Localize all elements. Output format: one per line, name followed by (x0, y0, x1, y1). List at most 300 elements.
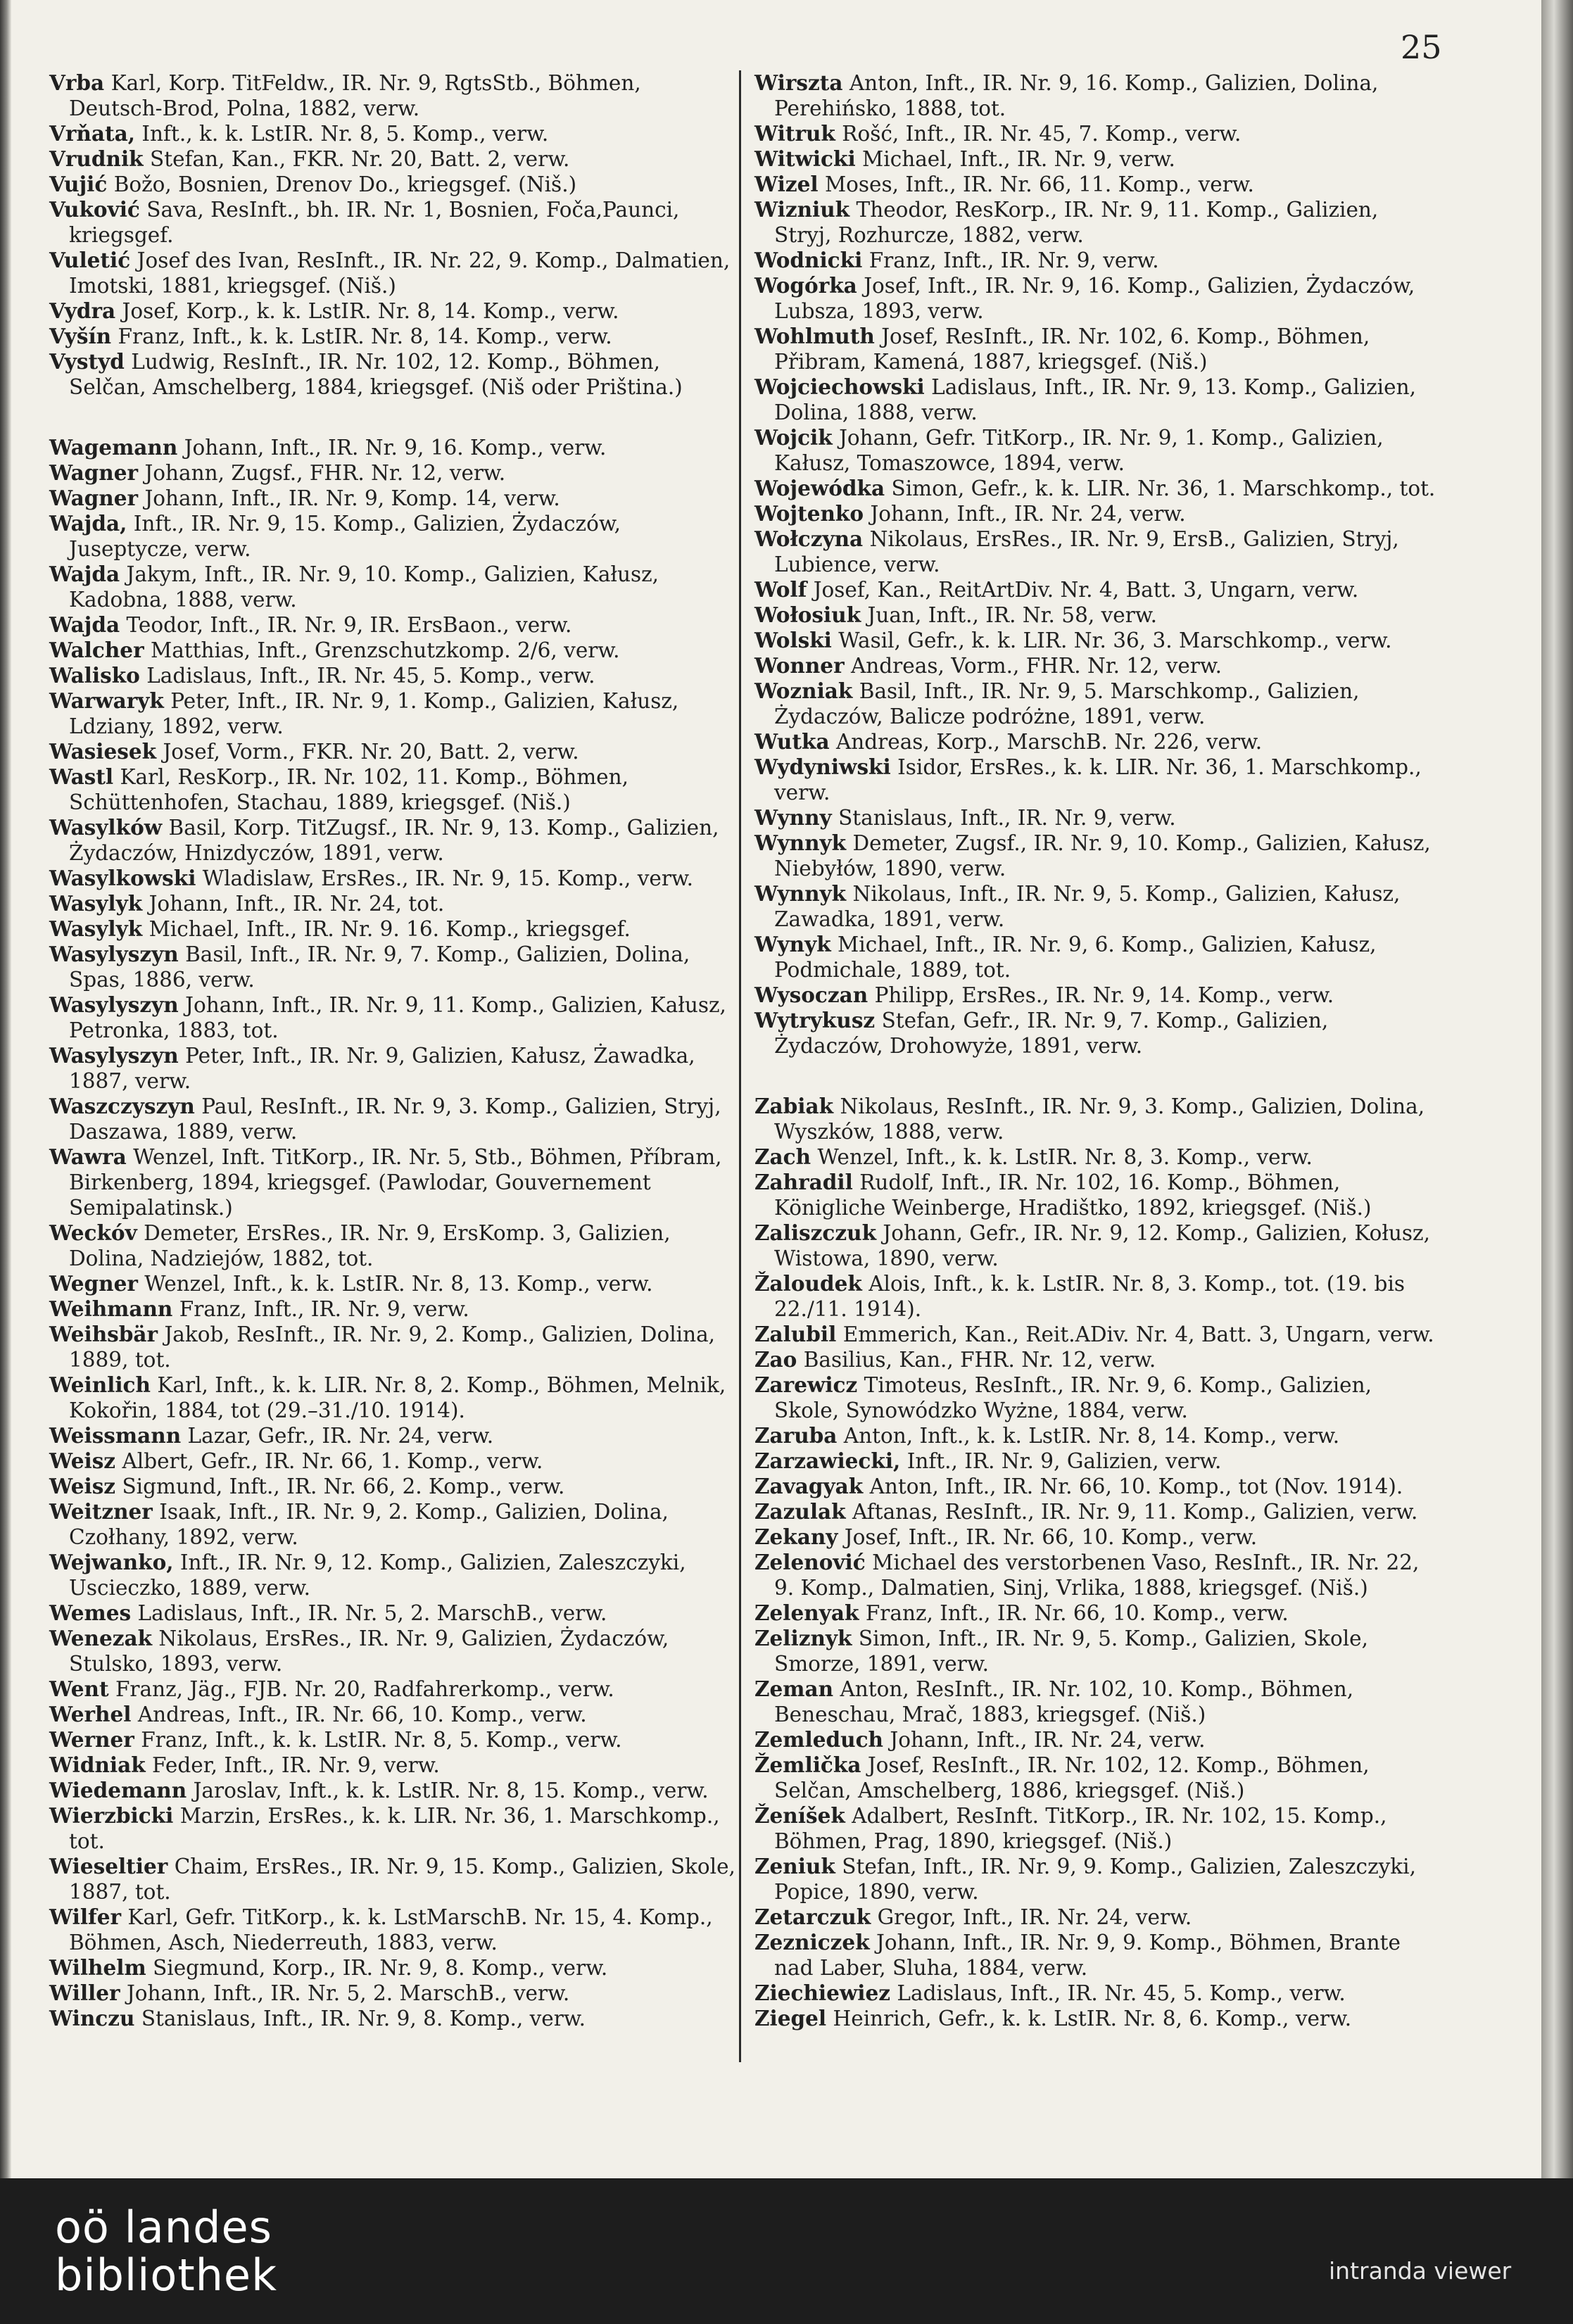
list-entry (49, 739, 735, 764)
entry-surname: Zekany (754, 1524, 838, 1549)
entry-surname: Wolski (754, 628, 832, 652)
entry-surname: Ziechiewiez (754, 1981, 891, 2005)
list-entry (49, 197, 735, 248)
list-entry (754, 1930, 1441, 1981)
list-entry (754, 881, 1441, 932)
entry-details: Johann, Inft., IR. Nr. 24, verw. (870, 502, 1186, 526)
entry-surname: Wozniak (754, 678, 853, 703)
entry-details: Johann, Inft., IR. Nr. 9, 16. Komp., verw. (184, 436, 607, 460)
entry-details: Lazar, Gefr., IR. Nr. 24, verw. (187, 1424, 494, 1448)
entry-details: Jakob, ResInft., IR. Nr. 9, 2. Komp., Galizien, Dolina, 1889, tot. (69, 1322, 716, 1372)
list-entry (49, 1423, 735, 1448)
list-entry (754, 1854, 1441, 1905)
entry-details: Feder, Inft., IR. Nr. 9, verw. (152, 1753, 440, 1777)
entry-surname: Wizniuk (754, 197, 850, 222)
entry-surname: Wastl (49, 764, 114, 789)
entry-details: Karl, ResKorp., IR. Nr. 102, 11. Komp., Böhmen, Schüttenhofen, Stachau, 1889, kriegsgef. (Niš.) (69, 765, 629, 814)
entry-details: Josef, ResInft., IR. Nr. 102, 6. Komp., Böhmen, Přibram, Kamená, 1887, kriegsgef. (Niš.) (774, 324, 1370, 374)
entry-details: Marzin, ErsRes., k. k. LIR. Nr. 36, 1. Marschkomp., tot. (69, 1804, 720, 1853)
list-entry (754, 70, 1441, 121)
entry-details: Basil, Inft., IR. Nr. 9, 7. Komp., Galizien, Dolina, Spas, 1886, verw. (69, 942, 690, 992)
entry-surname: Zeliznyk (754, 1626, 852, 1650)
entry-details: Karl, Korp. TitFeldw., IR. Nr. 9, RgtsStb., Böhmen, Deutsch-Brod, Polna, 1882, verw. (69, 71, 641, 120)
entry-details: Josef des Ivan, ResInft., IR. Nr. 22, 9. Komp., Dalmatien, Imotski, 1881, kriegsgef. (Niš.) (69, 248, 731, 298)
entry-surname: Wojewódka (754, 476, 885, 500)
entry-details: Anton, Inft., IR. Nr. 66, 10. Komp., tot (Nov. 1914). (869, 1474, 1403, 1498)
entry-surname: Weinlich (49, 1372, 151, 1397)
list-entry (754, 628, 1441, 653)
entry-surname: Wieseltier (49, 1854, 168, 1878)
entry-surname: Wasylyszyn (49, 942, 179, 966)
list-entry (754, 1600, 1441, 1626)
entry-surname: Wogórka (754, 273, 857, 298)
entry-surname: Vujić (49, 172, 108, 196)
entry-details: Franz, Inft., IR. Nr. 9, verw. (179, 1297, 469, 1321)
entry-details: Emmerich, Kan., Reit.ADiv. Nr. 4, Batt. 3, Ungarn, verw. (842, 1322, 1434, 1346)
entry-surname: Vuletić (49, 248, 131, 272)
entry-details: Anton, Inft., k. k. LstIR. Nr. 8, 14. Komp., verw. (843, 1424, 1340, 1448)
entry-details: Ladislaus, Inft., IR. Nr. 45, 5. Komp., verw. (146, 664, 595, 688)
entry-surname: Zarewicz (754, 1372, 858, 1397)
list-entry (754, 1372, 1441, 1423)
entry-details: Franz, Inft., IR. Nr. 66, 10. Komp., verw. (865, 1601, 1289, 1625)
entry-details: Rošć, Inft., IR. Nr. 45, 7. Komp., verw. (842, 122, 1242, 146)
list-entry (754, 146, 1441, 172)
entry-details: Josef, Kan., ReitArtDiv. Nr. 4, Batt. 3, Ungarn, verw. (813, 578, 1359, 602)
entry-surname: Wynyk (754, 932, 831, 956)
list-entry (49, 70, 735, 121)
entry-surname: Wołczyna (754, 526, 864, 551)
entry-details: Demeter, Zugsf., IR. Nr. 9, 10. Komp., Galizien, Kałusz, Niebyłów, 1890, verw. (774, 831, 1431, 880)
entry-surname: Zeman (754, 1676, 834, 1701)
list-entry (754, 1803, 1441, 1854)
list-entry (49, 1474, 735, 1499)
list-entry (49, 1753, 735, 1778)
list-entry (49, 1803, 735, 1854)
entry-details: Peter, Inft., IR. Nr. 9, Galizien, Kałusz, Żawadka, 1887, verw. (69, 1044, 695, 1093)
list-entry (49, 942, 735, 992)
list-entry (754, 1271, 1441, 1322)
section-gap (49, 400, 735, 435)
entry-surname: Zao (754, 1347, 797, 1372)
entry-details: Johann, Inft., IR. Nr. 5, 2. MarschB., verw. (126, 1981, 570, 2005)
entry-details: Inft., IR. Nr. 9, 12. Komp., Galizien, Zaleszczyki, Uscieczko, 1889, verw. (69, 1551, 686, 1600)
list-entry (754, 754, 1441, 805)
list-entry (754, 1094, 1441, 1144)
entry-surname: Wasylyk (49, 916, 143, 941)
entry-details: Božo, Bosnien, Drenov Do., kriegsgef. (Niš.) (113, 172, 577, 196)
list-entry (754, 476, 1441, 501)
list-entry (754, 2006, 1441, 2031)
entry-surname: Winczu (49, 2006, 135, 2031)
entry-surname: Zarzawiecki, (754, 1448, 901, 1473)
entry-surname: Wynnyk (754, 831, 847, 855)
entry-surname: Wytrykusz (754, 1008, 876, 1032)
list-entry (49, 324, 735, 349)
entry-surname: Willer (49, 1981, 120, 2005)
page-number: 25 (1401, 28, 1442, 66)
entry-details: Ladislaus, Inft., IR. Nr. 9, 13. Komp., Galizien, Dolina, 1888, verw. (774, 375, 1416, 424)
entry-details: Michael des verstorbenen Vaso, ResInft., IR. Nr. 22, 9. Komp., Dalmatien, Sinj, Vrlika, 1888, kriegsgef. (Niš.) (774, 1551, 1420, 1600)
list-entry (754, 1423, 1441, 1448)
list-entry (49, 511, 735, 562)
entry-details: Inft., k. k. LstIR. Nr. 8, 5. Komp., verw. (141, 122, 549, 146)
entry-surname: Wodnicki (754, 248, 863, 272)
list-entry (49, 612, 735, 638)
entry-details: Rudolf, Inft., IR. Nr. 102, 16. Komp., Böhmen, Königliche Weinberge, Hradištko, 1892, kriegsgef. (Niš.) (774, 1170, 1372, 1220)
entry-surname: Walcher (49, 638, 144, 662)
section-gap (754, 1059, 1441, 1094)
entry-surname: Vyšín (49, 324, 112, 348)
list-entry (49, 2006, 735, 2031)
entry-surname: Wasylyszyn (49, 1043, 179, 1068)
list-entry (49, 1144, 735, 1220)
entry-details: Michael, Inft., IR. Nr. 9, 6. Komp., Galizien, Kałusz, Podmichale, 1889, tot. (774, 933, 1377, 982)
entry-details: Adalbert, ResInft. TitKorp., IR. Nr. 102, 15. Komp., Böhmen, Prag, 1890, kriegsgef. (Niš.) (774, 1804, 1387, 1853)
list-entry (49, 172, 735, 197)
entry-surname: Wasylyszyn (49, 992, 179, 1017)
entry-details: Andreas, Inft., IR. Nr. 66, 10. Komp., verw. (137, 1703, 587, 1726)
entry-details: Wladislaw, ErsRes., IR. Nr. 9, 15. Komp., verw. (202, 866, 694, 890)
entry-details: Philipp, ErsRes., IR. Nr. 9, 14. Komp., verw. (874, 983, 1334, 1007)
entry-surname: Wiedemann (49, 1778, 187, 1802)
list-entry (754, 602, 1441, 628)
list-entry (754, 1905, 1441, 1930)
entry-details: Franz, Inft., k. k. LstIR. Nr. 8, 14. Komp., verw. (118, 324, 612, 348)
entry-details: Siegmund, Korp., IR. Nr. 9, 8. Komp., verw. (153, 1956, 608, 1980)
library-logo-line1[interactable]: oö landes (55, 2202, 272, 2253)
list-entry (49, 1676, 735, 1702)
entry-details: Ladislaus, Inft., IR. Nr. 45, 5. Komp., verw. (897, 1981, 1346, 2005)
entry-surname: Wejwanko, (49, 1550, 174, 1574)
entry-surname: Zabiak (754, 1094, 834, 1118)
entry-details: Isaak, Inft., IR. Nr. 9, 2. Komp., Galizien, Dolina, Czołhany, 1892, verw. (69, 1500, 669, 1549)
entry-surname: Wydyniwski (754, 754, 891, 779)
entry-surname: Wawra (49, 1144, 127, 1169)
list-entry (49, 916, 735, 942)
list-entry (754, 1474, 1441, 1499)
list-entry (49, 1094, 735, 1144)
entry-surname: Vrudnik (49, 146, 144, 171)
entry-details: Simon, Inft., IR. Nr. 9, 5. Komp., Galizien, Skole, Smorze, 1891, verw. (774, 1627, 1368, 1676)
entry-surname: Wemes (49, 1600, 132, 1625)
entry-surname: Widniak (49, 1753, 146, 1777)
list-entry (49, 1626, 735, 1676)
list-entry (49, 1727, 735, 1753)
entry-details: Johann, Gefr. TitKorp., IR. Nr. 9, 1. Komp., Galizien, Kałusz, Tomaszowce, 1894, verw. (774, 426, 1384, 475)
entry-details: Timoteus, ResInft., IR. Nr. 9, 6. Komp., Galizien, Skole, Synowódzko Wyżne, 1884, verw. (774, 1373, 1372, 1422)
list-entry (49, 1854, 735, 1905)
entry-details: Matthias, Inft., Grenzschutzkomp. 2/6, verw. (151, 638, 620, 662)
left-column (49, 70, 735, 2031)
list-entry (49, 1981, 735, 2006)
list-entry (49, 460, 735, 486)
entry-surname: Wajda, (49, 511, 127, 536)
entry-details: Johann, Gefr., IR. Nr. 9, 12. Komp., Galizien, Kołusz, Wistowa, 1890, verw. (774, 1221, 1430, 1270)
entry-surname: Wolf (754, 577, 807, 602)
list-entry (49, 248, 735, 298)
list-entry (49, 663, 735, 688)
entry-details: Theodor, ResKorp., IR. Nr. 9, 11. Komp., Galizien, Stryj, Rozhurcze, 1882, verw. (774, 198, 1379, 247)
entry-details: Franz, Jäg., FJB. Nr. 20, Radfahrerkomp., verw. (115, 1677, 614, 1701)
entry-surname: Went (49, 1676, 109, 1701)
list-entry (49, 1905, 735, 1955)
entry-details: Stanislaus, Inft., IR. Nr. 9, 8. Komp., verw. (141, 2007, 586, 2031)
entry-details: Wasil, Gefr., k. k. LIR. Nr. 36, 3. Marschkomp., verw. (838, 629, 1392, 652)
entry-details: Franz, Inft., IR. Nr. 9, verw. (868, 248, 1159, 272)
entry-details: Peter, Inft., IR. Nr. 9, 1. Komp., Galizien, Kałusz, Ldziany, 1892, verw. (69, 689, 679, 738)
list-entry (754, 1753, 1441, 1803)
entry-surname: Zelenyak (754, 1600, 859, 1625)
list-entry (754, 1499, 1441, 1524)
list-entry (754, 729, 1441, 754)
entry-surname: Wizel (754, 172, 819, 196)
entry-details: Karl, Inft., k. k. LIR. Nr. 8, 2. Komp., Böhmen, Melnik, Kokořin, 1884, tot (29.–31./10. 1914). (69, 1373, 726, 1422)
list-entry (49, 435, 735, 460)
entry-surname: Wagner (49, 460, 139, 485)
entry-surname: Wonner (754, 653, 845, 678)
list-entry (754, 1727, 1441, 1753)
entry-details: Johann, Inft., IR. Nr. 24, tot. (149, 892, 445, 916)
list-entry (754, 1448, 1441, 1474)
entry-details: Basil, Inft., IR. Nr. 9, 5. Marschkomp., Galizien, Żydaczów, Balicze podróżne, 1891, verw. (774, 679, 1360, 728)
list-entry (754, 121, 1441, 146)
entry-surname: Ziegel (754, 2006, 827, 2031)
entry-details: Stefan, Kan., FKR. Nr. 20, Batt. 2, verw. (150, 147, 570, 171)
entry-details: Sigmund, Inft., IR. Nr. 66, 2. Komp., verw. (122, 1474, 565, 1498)
entry-surname: Zaliszczuk (754, 1220, 877, 1245)
list-entry (49, 1322, 735, 1372)
entry-surname: Zelenović (754, 1550, 866, 1574)
list-entry (754, 678, 1441, 729)
entry-surname: Wynny (754, 805, 832, 830)
entry-surname: Zach (754, 1144, 811, 1169)
entry-surname: Zetarczuk (754, 1905, 871, 1929)
entry-details: Inft., IR. Nr. 9, Galizien, verw. (906, 1449, 1222, 1473)
entry-details: Nikolaus, Inft., IR. Nr. 9, 5. Komp., Galizien, Kałusz, Zawadka, 1891, verw. (774, 882, 1401, 931)
list-entry (754, 1524, 1441, 1550)
list-entry (754, 374, 1441, 425)
entry-surname: Zahradil (754, 1170, 853, 1194)
list-entry (754, 501, 1441, 526)
list-entry (49, 1600, 735, 1626)
entry-details: Johann, Inft., IR. Nr. 9, 9. Komp., Böhmen, Brante nad Laber, Sluha, 1884, verw. (774, 1931, 1401, 1980)
entry-surname: Wajda (49, 612, 120, 637)
entry-details: Demeter, ErsRes., IR. Nr. 9, ErsKomp. 3, Galizien, Dolina, Nadziejów, 1882, tot. (69, 1221, 671, 1270)
entry-details: Ludwig, ResInft., IR. Nr. 102, 12. Komp., Böhmen, Selčan, Amschelberg, 1884, kriegsgef. (Niš oder Priština.) (69, 350, 683, 399)
entry-details: Inft., IR. Nr. 9, 15. Komp., Galizien, Żydaczów, Juseptycze, verw. (69, 512, 621, 561)
list-entry (49, 562, 735, 612)
entry-surname: Žaloudek (754, 1271, 862, 1296)
list-entry (49, 688, 735, 739)
entry-details: Teodor, Inft., IR. Nr. 9, IR. ErsBaon., verw. (126, 613, 572, 637)
entry-details: Isidor, ErsRes., k. k. LIR. Nr. 36, 1. Marschkomp., verw. (774, 755, 1422, 804)
entry-surname: Wagemann (49, 435, 178, 460)
entry-details: Josef, Vorm., FKR. Nr. 20, Batt. 2, verw. (163, 740, 579, 764)
entry-surname: Wegner (49, 1271, 138, 1296)
entry-surname: Weisz (49, 1474, 116, 1498)
entry-surname: Wirszta (754, 70, 843, 95)
list-entry (754, 1626, 1441, 1676)
entry-surname: Wierzbicki (49, 1803, 174, 1828)
entry-details: Wenzel, Inft., k. k. LstIR. Nr. 8, 3. Komp., verw. (817, 1145, 1313, 1169)
list-entry (49, 349, 735, 400)
entry-surname: Warwaryk (49, 688, 164, 713)
entry-surname: Weitzner (49, 1499, 153, 1524)
list-entry (49, 992, 735, 1043)
entry-details: Johann, Zugsf., FHR. Nr. 12, verw. (144, 461, 506, 485)
entry-surname: Wojtenko (754, 501, 864, 526)
list-entry (49, 486, 735, 511)
entry-surname: Wilfer (49, 1905, 122, 1929)
list-entry (49, 866, 735, 891)
entry-surname: Zemleduch (754, 1727, 883, 1752)
entry-details: Jakym, Inft., IR. Nr. 9, 10. Komp., Galizien, Kałusz, Kadobna, 1888, verw. (69, 562, 659, 612)
entry-details: Franz, Inft., k. k. LstIR. Nr. 8, 5. Komp., verw. (141, 1728, 622, 1752)
list-entry (754, 1144, 1441, 1170)
list-entry (754, 324, 1441, 374)
entry-surname: Weckóv (49, 1220, 137, 1245)
entry-details: Aftanas, ResInft., IR. Nr. 9, 11. Komp., Galizien, verw. (852, 1500, 1418, 1524)
library-logo-line2[interactable]: bibliothek (55, 2249, 277, 2301)
list-entry (754, 1347, 1441, 1372)
entry-details: Alois, Inft., k. k. LstIR. Nr. 8, 3. Komp., tot. (19. bis 22./11. 1914). (774, 1272, 1405, 1321)
list-entry (49, 1955, 735, 1981)
list-entry (754, 1220, 1441, 1271)
entry-surname: Weisz (49, 1448, 116, 1473)
entry-surname: Werhel (49, 1702, 132, 1726)
list-entry (754, 526, 1441, 577)
list-entry (754, 1322, 1441, 1347)
entry-surname: Witwicki (754, 146, 856, 171)
list-entry (754, 1550, 1441, 1600)
entry-surname: Weissmann (49, 1423, 182, 1448)
entry-surname: Wasiesek (49, 739, 157, 764)
entry-surname: Werner (49, 1727, 134, 1752)
list-entry (49, 298, 735, 324)
entry-details: Anton, ResInft., IR. Nr. 102, 10. Komp., Böhmen, Beneschau, Mrač, 1883, kriegsgef. (Niš.) (774, 1677, 1354, 1726)
entry-details: Stefan, Inft., IR. Nr. 9, 9. Komp., Galizien, Zaleszczyki, Popice, 1890, verw. (774, 1855, 1416, 1904)
entry-details: Stanislaus, Inft., IR. Nr. 9, verw. (838, 806, 1176, 830)
entry-details: Paul, ResInft., IR. Nr. 9, 3. Komp., Galizien, Stryj, Daszawa, 1889, verw. (69, 1094, 721, 1144)
entry-details: Wenzel, Inft. TitKorp., IR. Nr. 5, Stb., Böhmen, Příbram, Birkenberg, 1894, kriegsgef. (Pawlodar, Gouvernement Semipalatinsk.) (69, 1145, 722, 1220)
list-entry (49, 638, 735, 663)
entry-details: Josef, Korp., k. k. LstIR. Nr. 8, 14. Komp., verw. (122, 299, 619, 323)
list-entry (754, 273, 1441, 324)
list-entry (754, 1676, 1441, 1727)
entry-details: Josef, Inft., IR. Nr. 66, 10. Komp., verw. (844, 1525, 1258, 1549)
entry-surname: Vydra (49, 298, 116, 323)
entry-details: Gregor, Inft., IR. Nr. 24, verw. (877, 1905, 1192, 1929)
entry-details: Johann, Inft., IR. Nr. 9, 11. Komp., Galizien, Kałusz, Petronka, 1883, tot. (69, 993, 726, 1042)
list-entry (49, 1448, 735, 1474)
viewer-label[interactable]: intranda viewer (1329, 2257, 1512, 2285)
entry-details: Michael, Inft., IR. Nr. 9, verw. (862, 147, 1175, 171)
entry-surname: Weihsbär (49, 1322, 158, 1346)
entry-surname: Žemlička (754, 1753, 861, 1777)
entry-details: Heinrich, Gefr., k. k. LstIR. Nr. 8, 6. Komp., verw. (833, 2007, 1352, 2031)
entry-details: Simon, Gefr., k. k. LIR. Nr. 36, 1. Marschkomp., tot. (891, 476, 1436, 500)
entry-surname: Wajda (49, 562, 120, 586)
list-entry (754, 805, 1441, 831)
entry-details: Chaim, ErsRes., IR. Nr. 9, 15. Komp., Galizien, Skole, 1887, tot. (69, 1855, 735, 1904)
list-entry (49, 764, 735, 815)
entry-surname: Wojciechowski (754, 374, 925, 399)
entry-surname: Wołosiuk (754, 602, 861, 627)
entry-details: Jaroslav, Inft., k. k. LstIR. Nr. 8, 15. Komp., verw. (193, 1779, 709, 1802)
entry-details: Juan, Inft., IR. Nr. 58, verw. (867, 603, 1157, 627)
list-entry (49, 1778, 735, 1803)
entry-surname: Wutka (754, 729, 830, 754)
entry-surname: Wasylków (49, 815, 163, 840)
list-entry (49, 121, 735, 146)
list-entry (754, 1170, 1441, 1220)
list-entry (49, 1271, 735, 1296)
entry-details: Johann, Inft., IR. Nr. 24, verw. (890, 1728, 1206, 1752)
entry-surname: Wynnyk (754, 881, 847, 906)
list-entry (754, 831, 1441, 881)
list-entry (754, 1008, 1441, 1059)
list-entry (49, 815, 735, 866)
entry-details: Sava, ResInft., bh. IR. Nr. 1, Bosnien, Foča,Paunci, kriegsgef. (69, 198, 680, 247)
list-entry (754, 932, 1441, 983)
entry-surname: Wojcik (754, 425, 833, 450)
entry-surname: Wagner (49, 486, 139, 510)
entry-details: Josef, Inft., IR. Nr. 9, 16. Komp., Galizien, Żydaczów, Lubsza, 1893, verw. (774, 274, 1415, 323)
entry-details: Nikolaus, ErsRes., IR. Nr. 9, Galizien, Żydaczów, Stulsko, 1893, verw. (69, 1627, 669, 1676)
entry-details: Wenzel, Inft., k. k. LstIR. Nr. 8, 13. Komp., verw. (144, 1272, 653, 1296)
right-column (754, 70, 1441, 2031)
entry-details: Basilius, Kan., FHR. Nr. 12, verw. (803, 1348, 1156, 1372)
entry-details: Anton, Inft., IR. Nr. 9, 16. Komp., Galizien, Dolina, Perehińsko, 1888, tot. (774, 71, 1379, 120)
entry-surname: Wenezak (49, 1626, 153, 1650)
entry-details: Josef, ResInft., IR. Nr. 102, 12. Komp., Böhmen, Selčan, Amschelberg, 1886, kriegsgef. (Niš.) (774, 1753, 1370, 1802)
entry-surname: Wasylkowski (49, 866, 196, 890)
list-entry (49, 1550, 735, 1600)
list-entry (49, 1499, 735, 1550)
list-entry (49, 1220, 735, 1271)
entry-details: Andreas, Vorm., FHR. Nr. 12, verw. (851, 654, 1223, 678)
list-entry (754, 653, 1441, 678)
entry-surname: Witruk (754, 121, 835, 146)
book-spine-shadow (0, 0, 11, 2178)
entry-surname: Wasylyk (49, 891, 143, 916)
entry-details: Andreas, Korp., MarschB. Nr. 226, verw. (835, 730, 1263, 754)
entry-surname: Vystyd (49, 349, 125, 374)
list-entry (754, 983, 1441, 1008)
entry-details: Michael, Inft., IR. Nr. 9. 16. Komp., kriegsgef. (149, 917, 631, 941)
list-entry (49, 1043, 735, 1094)
entry-surname: Weihmann (49, 1296, 173, 1321)
entry-surname: Zaruba (754, 1423, 838, 1448)
entry-surname: Zalubil (754, 1322, 837, 1346)
entry-details: Moses, Inft., IR. Nr. 66, 11. Komp., verw. (824, 172, 1254, 196)
entry-details: Nikolaus, ResInft., IR. Nr. 9, 3. Komp., Galizien, Dolina, Wyszków, 1888, verw. (774, 1094, 1425, 1144)
list-entry (754, 425, 1441, 476)
list-entry (49, 146, 735, 172)
entry-details: Karl, Gefr. TitKorp., k. k. LstMarschB. Nr. 15, 4. Komp., Böhmen, Asch, Niederreuth, 1883, verw. (69, 1905, 713, 1954)
entry-surname: Wilhelm (49, 1955, 146, 1980)
entry-surname: Waszczyszyn (49, 1094, 195, 1118)
list-entry (49, 1372, 735, 1423)
list-entry (49, 1296, 735, 1322)
list-entry (754, 197, 1441, 248)
column-divider (739, 70, 741, 2062)
list-entry (49, 1702, 735, 1727)
entry-surname: Zavagyak (754, 1474, 864, 1498)
list-entry (754, 577, 1441, 602)
entry-surname: Ženíšek (754, 1803, 845, 1828)
